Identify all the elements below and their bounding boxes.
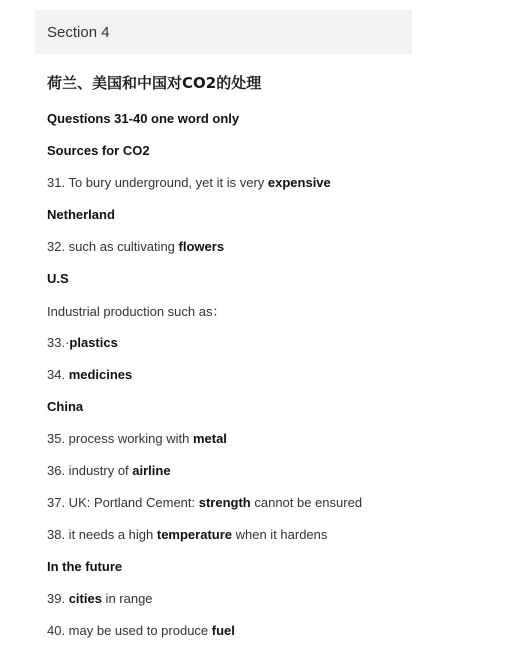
answer-word: fuel xyxy=(211,622,235,638)
question-item xyxy=(47,230,412,262)
question-text: 38. it needs a high xyxy=(47,526,157,542)
question-text: 40. may be used to produce xyxy=(47,622,212,638)
section-label: Section 4 xyxy=(47,23,110,41)
question-text: 34. xyxy=(47,366,69,382)
answer-word: metal xyxy=(192,430,227,446)
question-item xyxy=(47,518,412,550)
question-text: when it hardens xyxy=(232,526,328,542)
question-item xyxy=(47,166,412,198)
section-heading xyxy=(47,102,412,134)
line-text: Industrial production such as： xyxy=(47,303,226,319)
answer-word: strength xyxy=(198,494,251,510)
question-item xyxy=(47,486,412,518)
answer-word: temperature xyxy=(156,526,232,542)
question-text: 31. To bury underground, yet it is very xyxy=(47,174,268,190)
question-item xyxy=(47,326,412,358)
page-title: 荷兰、美国和中国对CO2的处理 xyxy=(47,74,262,92)
section-header xyxy=(35,10,412,54)
list-text xyxy=(47,294,412,326)
document xyxy=(35,0,412,646)
question-list xyxy=(47,102,412,646)
section-heading xyxy=(47,390,412,422)
heading-text: U.S xyxy=(47,270,69,286)
question-text: 33.· xyxy=(47,334,70,350)
heading-text: In the future xyxy=(47,558,123,574)
answer-word: plastics xyxy=(69,334,118,350)
heading-text: Questions 31-40 one word only xyxy=(47,110,240,126)
question-item xyxy=(47,358,412,390)
section-heading xyxy=(47,134,412,166)
heading-text: Sources for CO2 xyxy=(47,142,150,158)
question-text: 37. UK: Portland Cement: xyxy=(47,494,199,510)
answer-word: cities xyxy=(68,590,102,606)
question-text: 36. industry of xyxy=(47,462,133,478)
question-item xyxy=(47,614,412,646)
heading-text: China xyxy=(47,398,84,414)
question-text: 39. xyxy=(47,590,69,606)
section-heading xyxy=(47,262,412,294)
answer-word: expensive xyxy=(267,174,331,190)
question-text: 32. such as cultivating xyxy=(47,238,179,254)
answer-word: flowers xyxy=(178,238,225,254)
question-text: 35. process working with xyxy=(47,430,193,446)
section-heading xyxy=(47,550,412,582)
section-heading xyxy=(47,198,412,230)
question-item xyxy=(47,454,412,486)
question-text: cannot be ensured xyxy=(250,494,363,510)
answer-word: airline xyxy=(132,462,171,478)
question-text: in range xyxy=(101,590,153,606)
question-item xyxy=(47,582,412,614)
answer-word: medicines xyxy=(68,366,133,382)
question-item xyxy=(47,422,412,454)
heading-text: Netherland xyxy=(47,206,115,222)
